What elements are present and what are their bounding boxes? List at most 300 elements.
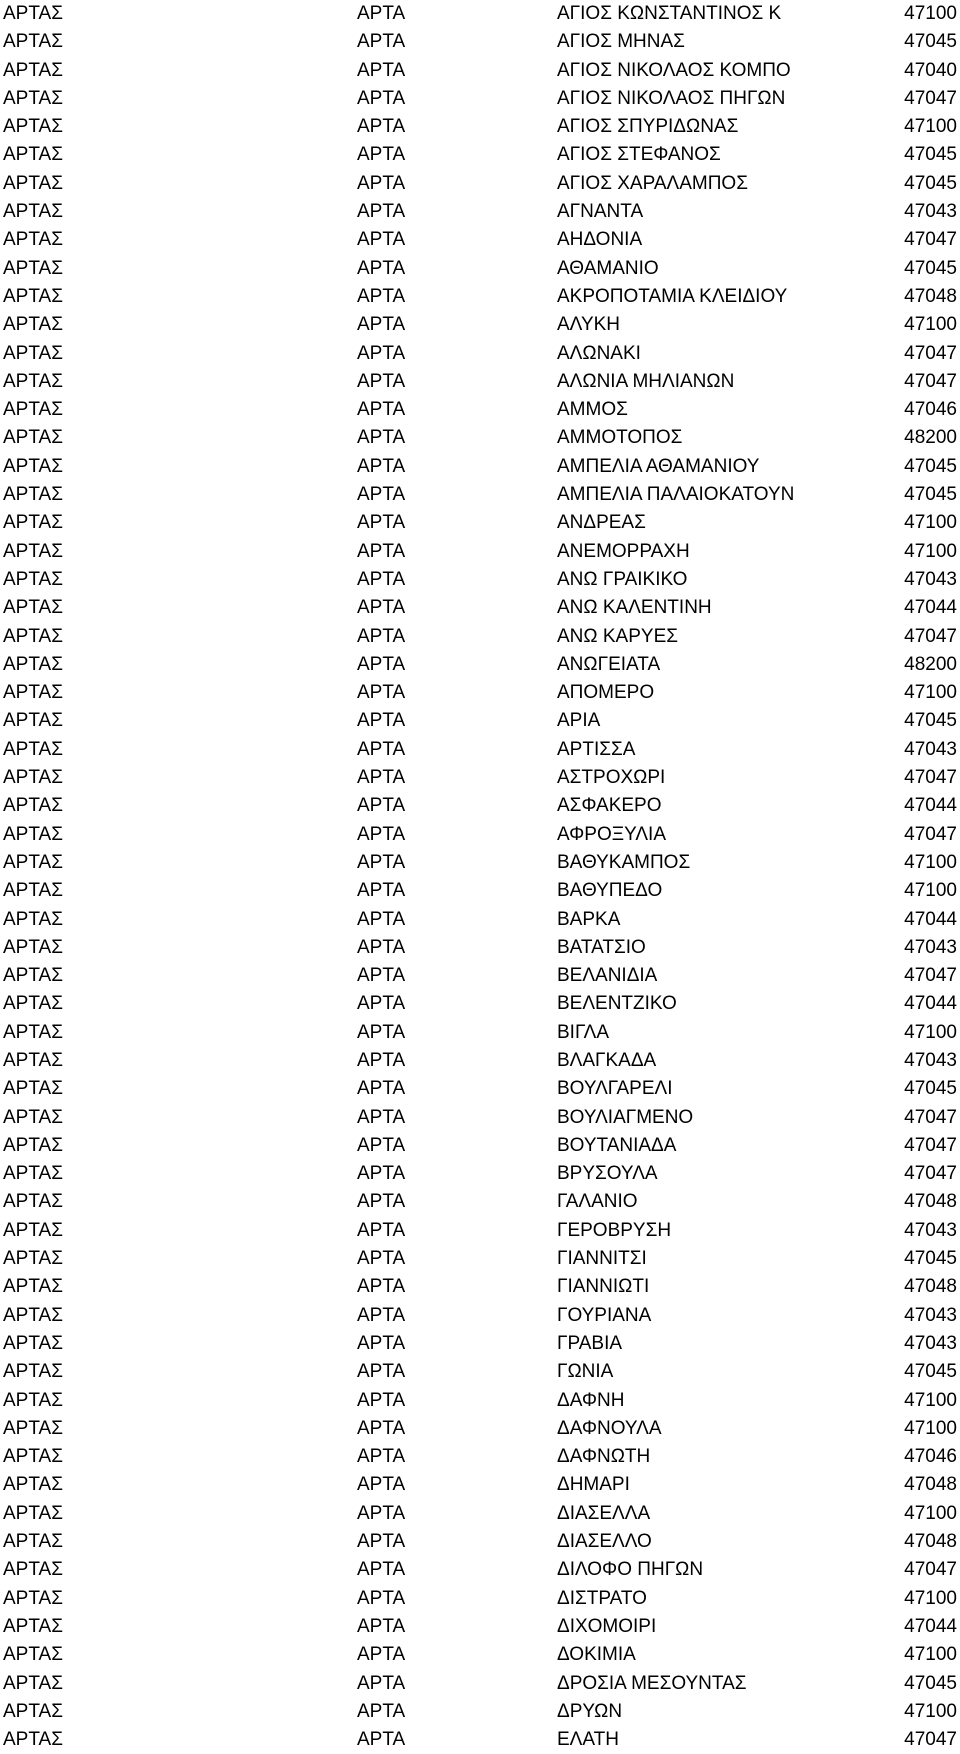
table-row bbox=[0, 113, 960, 141]
postal-code-cell: 47100 bbox=[904, 1587, 957, 1609]
postal-code-cell: 47048 bbox=[904, 285, 957, 307]
postal-code-cell: 47047 bbox=[904, 767, 957, 789]
city-cell: ΑΡΤΑ bbox=[357, 1446, 406, 1468]
prefecture-cell: ΑΡΤΑΣ bbox=[3, 993, 63, 1015]
prefecture-cell: ΑΡΤΑΣ bbox=[3, 484, 63, 506]
prefecture-cell: ΑΡΤΑΣ bbox=[3, 1078, 63, 1100]
city-cell: ΑΡΤΑ bbox=[357, 1276, 406, 1298]
locality-cell: ΔΙΣΤΡΑΤΟ bbox=[557, 1587, 647, 1609]
postal-code-cell: 47047 bbox=[904, 1163, 957, 1185]
city-cell: ΑΡΤΑ bbox=[357, 512, 406, 534]
prefecture-cell: ΑΡΤΑΣ bbox=[3, 1644, 63, 1666]
postal-code-cell: 47047 bbox=[904, 370, 957, 392]
city-cell: ΑΡΤΑ bbox=[357, 1559, 406, 1581]
locality-cell: ΓΕΡΟΒΡΥΣΗ bbox=[557, 1219, 672, 1241]
locality-cell: ΓΟΥΡΙΑΝΑ bbox=[557, 1304, 652, 1326]
prefecture-cell: ΑΡΤΑΣ bbox=[3, 597, 63, 619]
city-cell: ΑΡΤΑ bbox=[357, 625, 406, 647]
postal-code-cell: 47048 bbox=[904, 1276, 957, 1298]
locality-cell: ΔΙΑΣΕΛΛΑ bbox=[557, 1502, 651, 1524]
prefecture-cell: ΑΡΤΑΣ bbox=[3, 1361, 63, 1383]
locality-cell: ΔΑΦΝΟΥΛΑ bbox=[557, 1417, 662, 1439]
postal-code-cell: 47100 bbox=[904, 3, 957, 24]
postal-code-cell: 47040 bbox=[904, 59, 957, 81]
postal-code-cell: 47043 bbox=[904, 201, 957, 223]
locality-cell: ΑΝΕΜΟΡΡΑΧΗ bbox=[557, 540, 690, 562]
table-row bbox=[0, 990, 960, 1018]
prefecture-cell: ΑΡΤΑΣ bbox=[3, 285, 63, 307]
table-row bbox=[0, 877, 960, 905]
table-row bbox=[0, 1726, 960, 1754]
locality-cell: ΑΛΩΝΙΑ ΜΗΛΙΑΝΩΝ bbox=[557, 370, 735, 392]
prefecture-cell: ΑΡΤΑΣ bbox=[3, 59, 63, 81]
locality-cell: ΑΝΩ ΚΑΛΕΝΤΙΝΗ bbox=[557, 597, 712, 619]
table-row bbox=[0, 1160, 960, 1188]
table-row bbox=[0, 198, 960, 226]
postal-code-cell: 47048 bbox=[904, 1191, 957, 1213]
city-cell: ΑΡΤΑ bbox=[357, 370, 406, 392]
locality-cell: ΓΙΑΝΝΙΤΣΙ bbox=[557, 1248, 647, 1270]
table-row bbox=[0, 1132, 960, 1160]
table-row bbox=[0, 821, 960, 849]
city-cell: ΑΡΤΑ bbox=[357, 1700, 406, 1722]
table-row bbox=[0, 453, 960, 481]
prefecture-cell: ΑΡΤΑΣ bbox=[3, 399, 63, 421]
city-cell: ΑΡΤΑ bbox=[357, 427, 406, 449]
locality-cell: ΑΜΜΟΤΟΠΟΣ bbox=[557, 427, 683, 449]
prefecture-cell: ΑΡΤΑΣ bbox=[3, 936, 63, 958]
city-cell: ΑΡΤΑ bbox=[357, 936, 406, 958]
locality-cell: ΓΡΑΒΙΑ bbox=[557, 1332, 623, 1354]
locality-cell: ΑΣΤΡΟΧΩΡΙ bbox=[557, 767, 666, 789]
city-cell: ΑΡΤΑ bbox=[357, 597, 406, 619]
locality-cell: ΑΝΔΡΕΑΣ bbox=[557, 512, 646, 534]
table-row bbox=[0, 1019, 960, 1047]
city-cell: ΑΡΤΑ bbox=[357, 1248, 406, 1270]
table-row bbox=[0, 141, 960, 169]
prefecture-cell: ΑΡΤΑΣ bbox=[3, 795, 63, 817]
postal-code-cell: 47046 bbox=[904, 1446, 957, 1468]
postal-code-cell: 47045 bbox=[904, 1248, 957, 1270]
city-cell: ΑΡΤΑ bbox=[357, 1615, 406, 1637]
city-cell: ΑΡΤΑ bbox=[357, 1389, 406, 1411]
table-row bbox=[0, 934, 960, 962]
locality-cell: ΑΘΑΜΑΝΙΟ bbox=[557, 257, 659, 279]
table-row bbox=[0, 1387, 960, 1415]
postal-code-cell: 47047 bbox=[904, 625, 957, 647]
prefecture-cell: ΑΡΤΑΣ bbox=[3, 823, 63, 845]
table-row bbox=[0, 85, 960, 113]
table-row bbox=[0, 226, 960, 254]
table-row bbox=[0, 679, 960, 707]
city-cell: ΑΡΤΑ bbox=[357, 399, 406, 421]
locality-cell: ΑΜΠΕΛΙΑ ΠΑΛΑΙΟΚΑΤΟΥΝ bbox=[557, 484, 795, 506]
locality-cell: ΑΠΟΜΕΡΟ bbox=[557, 682, 655, 704]
table-row bbox=[0, 340, 960, 368]
city-cell: ΑΡΤΑ bbox=[357, 568, 406, 590]
locality-cell: ΑΗΔΟΝΙΑ bbox=[557, 229, 643, 251]
city-cell: ΑΡΤΑ bbox=[357, 144, 406, 166]
table-row bbox=[0, 1104, 960, 1132]
postal-code-cell: 47048 bbox=[904, 1474, 957, 1496]
prefecture-cell: ΑΡΤΑΣ bbox=[3, 144, 63, 166]
city-cell: ΑΡΤΑ bbox=[357, 285, 406, 307]
prefecture-cell: ΑΡΤΑΣ bbox=[3, 201, 63, 223]
postal-code-cell: 47045 bbox=[904, 31, 957, 53]
table-row bbox=[0, 509, 960, 537]
prefecture-cell: ΑΡΤΑΣ bbox=[3, 1332, 63, 1354]
table-row bbox=[0, 1330, 960, 1358]
postal-code-cell: 48200 bbox=[904, 653, 957, 675]
locality-cell: ΔΡΥΩΝ bbox=[557, 1700, 623, 1722]
locality-cell: ΔΡΟΣΙΑ ΜΕΣΟΥΝΤΑΣ bbox=[557, 1672, 747, 1694]
postal-code-cell: 47047 bbox=[904, 1729, 957, 1751]
city-cell: ΑΡΤΑ bbox=[357, 257, 406, 279]
locality-cell: ΑΓΙΟΣ ΣΤΕΦΑΝΟΣ bbox=[557, 144, 721, 166]
postal-code-cell: 47047 bbox=[904, 1559, 957, 1581]
city-cell: ΑΡΤΑ bbox=[357, 1644, 406, 1666]
table-row bbox=[0, 1075, 960, 1103]
table-row bbox=[0, 566, 960, 594]
table-row bbox=[0, 707, 960, 735]
city-cell: ΑΡΤΑ bbox=[357, 682, 406, 704]
prefecture-cell: ΑΡΤΑΣ bbox=[3, 653, 63, 675]
postal-code-cell: 47043 bbox=[904, 738, 957, 760]
postal-code-cell: 47045 bbox=[904, 172, 957, 194]
postal-code-cell: 47045 bbox=[904, 144, 957, 166]
prefecture-cell: ΑΡΤΑΣ bbox=[3, 1304, 63, 1326]
postal-code-cell: 47046 bbox=[904, 399, 957, 421]
table-row bbox=[0, 0, 960, 28]
city-cell: ΑΡΤΑ bbox=[357, 59, 406, 81]
locality-cell: ΕΛΑΤΗ bbox=[557, 1729, 619, 1751]
prefecture-cell: ΑΡΤΑΣ bbox=[3, 1219, 63, 1241]
prefecture-cell: ΑΡΤΑΣ bbox=[3, 1163, 63, 1185]
postal-code-cell: 47043 bbox=[904, 568, 957, 590]
locality-cell: ΔΟΚΙΜΙΑ bbox=[557, 1644, 636, 1666]
city-cell: ΑΡΤΑ bbox=[357, 1502, 406, 1524]
prefecture-cell: ΑΡΤΑΣ bbox=[3, 455, 63, 477]
locality-cell: ΒΑΘΥΚΑΜΠΟΣ bbox=[557, 851, 691, 873]
prefecture-cell: ΑΡΤΑΣ bbox=[3, 427, 63, 449]
table-row bbox=[0, 1500, 960, 1528]
prefecture-cell: ΑΡΤΑΣ bbox=[3, 314, 63, 336]
table-row bbox=[0, 311, 960, 339]
postal-code-cell: 47044 bbox=[904, 1615, 957, 1637]
locality-cell: ΒΡΥΣΟΥΛΑ bbox=[557, 1163, 658, 1185]
prefecture-cell: ΑΡΤΑΣ bbox=[3, 767, 63, 789]
locality-cell: ΓΙΑΝΝΙΩΤΙ bbox=[557, 1276, 650, 1298]
table-row bbox=[0, 623, 960, 651]
prefecture-cell: ΑΡΤΑΣ bbox=[3, 965, 63, 987]
prefecture-cell: ΑΡΤΑΣ bbox=[3, 1389, 63, 1411]
table-row bbox=[0, 396, 960, 424]
postal-code-cell: 47100 bbox=[904, 1417, 957, 1439]
table-row bbox=[0, 1273, 960, 1301]
locality-cell: ΔΙΛΟΦΟ ΠΗΓΩΝ bbox=[557, 1559, 704, 1581]
prefecture-cell: ΑΡΤΑΣ bbox=[3, 1276, 63, 1298]
prefecture-cell: ΑΡΤΑΣ bbox=[3, 1502, 63, 1524]
prefecture-cell: ΑΡΤΑΣ bbox=[3, 540, 63, 562]
postal-code-cell: 47047 bbox=[904, 342, 957, 364]
locality-cell: ΔΑΦΝΗ bbox=[557, 1389, 625, 1411]
locality-cell: ΑΓΙΟΣ ΧΑΡΑΛΑΜΠΟΣ bbox=[557, 172, 748, 194]
city-cell: ΑΡΤΑ bbox=[357, 1134, 406, 1156]
city-cell: ΑΡΤΑ bbox=[357, 767, 406, 789]
postal-code-cell: 47100 bbox=[904, 1502, 957, 1524]
city-cell: ΑΡΤΑ bbox=[357, 116, 406, 138]
table-row bbox=[0, 1443, 960, 1471]
locality-cell: ΑΓΙΟΣ ΝΙΚΟΛΑΟΣ ΚΟΜΠΟ bbox=[557, 59, 791, 81]
postal-code-cell: 47043 bbox=[904, 1332, 957, 1354]
locality-cell: ΒΛΑΓΚΑΔΑ bbox=[557, 1049, 657, 1071]
locality-cell: ΑΝΩΓΕΙΑΤΑ bbox=[557, 653, 661, 675]
prefecture-cell: ΑΡΤΑΣ bbox=[3, 1446, 63, 1468]
postal-code-cell: 47045 bbox=[904, 1078, 957, 1100]
table-row bbox=[0, 28, 960, 56]
locality-cell: ΒΕΛΕΝΤΖΙΚΟ bbox=[557, 993, 677, 1015]
city-cell: ΑΡΤΑ bbox=[357, 1332, 406, 1354]
prefecture-cell: ΑΡΤΑΣ bbox=[3, 1531, 63, 1553]
city-cell: ΑΡΤΑ bbox=[357, 201, 406, 223]
table-row bbox=[0, 1047, 960, 1075]
locality-cell: ΓΩΝΙΑ bbox=[557, 1361, 614, 1383]
prefecture-cell: ΑΡΤΑΣ bbox=[3, 1021, 63, 1043]
prefecture-cell: ΑΡΤΑΣ bbox=[3, 1587, 63, 1609]
table-row bbox=[0, 1245, 960, 1273]
postal-code-cell: 47047 bbox=[904, 229, 957, 251]
locality-cell: ΑΛΩΝΑΚΙ bbox=[557, 342, 641, 364]
prefecture-cell: ΑΡΤΑΣ bbox=[3, 738, 63, 760]
prefecture-cell: ΑΡΤΑΣ bbox=[3, 1049, 63, 1071]
city-cell: ΑΡΤΑ bbox=[357, 1361, 406, 1383]
postal-code-cell: 47100 bbox=[904, 880, 957, 902]
city-cell: ΑΡΤΑ bbox=[357, 87, 406, 109]
postal-code-cell: 47045 bbox=[904, 484, 957, 506]
locality-cell: ΑΛΥΚΗ bbox=[557, 314, 621, 336]
prefecture-cell: ΑΡΤΑΣ bbox=[3, 512, 63, 534]
postal-code-cell: 47047 bbox=[904, 823, 957, 845]
table-row bbox=[0, 1188, 960, 1216]
city-cell: ΑΡΤΑ bbox=[357, 540, 406, 562]
postal-code-cell: 47044 bbox=[904, 597, 957, 619]
postal-code-cell: 47045 bbox=[904, 257, 957, 279]
postal-code-cell: 48200 bbox=[904, 427, 957, 449]
city-cell: ΑΡΤΑ bbox=[357, 1729, 406, 1751]
table-row bbox=[0, 906, 960, 934]
city-cell: ΑΡΤΑ bbox=[357, 1191, 406, 1213]
city-cell: ΑΡΤΑ bbox=[357, 1417, 406, 1439]
table-row bbox=[0, 792, 960, 820]
locality-cell: ΑΣΦΑΚΕΡΟ bbox=[557, 795, 662, 817]
city-cell: ΑΡΤΑ bbox=[357, 229, 406, 251]
city-cell: ΑΡΤΑ bbox=[357, 993, 406, 1015]
postal-code-cell: 47100 bbox=[904, 314, 957, 336]
locality-cell: ΓΑΛΑΝΙΟ bbox=[557, 1191, 638, 1213]
city-cell: ΑΡΤΑ bbox=[357, 1106, 406, 1128]
locality-cell: ΑΓΙΟΣ ΣΠΥΡΙΔΩΝΑΣ bbox=[557, 116, 739, 138]
table-row bbox=[0, 424, 960, 452]
postal-code-cell: 47100 bbox=[904, 116, 957, 138]
locality-cell: ΒΟΥΛΙΑΓΜΕΝΟ bbox=[557, 1106, 694, 1128]
postal-code-cell: 47047 bbox=[904, 1106, 957, 1128]
prefecture-cell: ΑΡΤΑΣ bbox=[3, 880, 63, 902]
postal-code-cell: 47047 bbox=[904, 87, 957, 109]
city-cell: ΑΡΤΑ bbox=[357, 1304, 406, 1326]
table-row bbox=[0, 1613, 960, 1641]
table-row bbox=[0, 255, 960, 283]
prefecture-cell: ΑΡΤΑΣ bbox=[3, 682, 63, 704]
locality-cell: ΑΚΡΟΠΟΤΑΜΙΑ ΚΛΕΙΔΙΟΥ bbox=[557, 285, 788, 307]
table-row bbox=[0, 1302, 960, 1330]
table-row bbox=[0, 1217, 960, 1245]
postal-code-cell: 47045 bbox=[904, 455, 957, 477]
city-cell: ΑΡΤΑ bbox=[357, 1474, 406, 1496]
city-cell: ΑΡΤΑ bbox=[357, 342, 406, 364]
postal-code-cell: 47044 bbox=[904, 993, 957, 1015]
locality-cell: ΔΙΑΣΕΛΛΟ bbox=[557, 1531, 652, 1553]
prefecture-cell: ΑΡΤΑΣ bbox=[3, 568, 63, 590]
postal-code-cell: 47100 bbox=[904, 1021, 957, 1043]
table-row bbox=[0, 1528, 960, 1556]
postal-code-cell: 47100 bbox=[904, 851, 957, 873]
table-row bbox=[0, 368, 960, 396]
prefecture-cell: ΑΡΤΑΣ bbox=[3, 1615, 63, 1637]
prefecture-cell: ΑΡΤΑΣ bbox=[3, 625, 63, 647]
city-cell: ΑΡΤΑ bbox=[357, 3, 406, 24]
locality-cell: ΒΟΥΤΑΝΙΑΔΑ bbox=[557, 1134, 677, 1156]
prefecture-cell: ΑΡΤΑΣ bbox=[3, 1248, 63, 1270]
locality-cell: ΒΙΓΛΑ bbox=[557, 1021, 610, 1043]
postal-code-cell: 47043 bbox=[904, 1304, 957, 1326]
table-row bbox=[0, 170, 960, 198]
city-cell: ΑΡΤΑ bbox=[357, 1163, 406, 1185]
postal-code-cell: 47100 bbox=[904, 540, 957, 562]
locality-cell: ΑΡΤΙΣΣΑ bbox=[557, 738, 636, 760]
city-cell: ΑΡΤΑ bbox=[357, 1021, 406, 1043]
postal-code-cell: 47100 bbox=[904, 1389, 957, 1411]
city-cell: ΑΡΤΑ bbox=[357, 710, 406, 732]
table-row bbox=[0, 57, 960, 85]
locality-cell: ΔΗΜΑΡΙ bbox=[557, 1474, 630, 1496]
table-row bbox=[0, 1556, 960, 1584]
city-cell: ΑΡΤΑ bbox=[357, 484, 406, 506]
postal-code-cell: 47043 bbox=[904, 1219, 957, 1241]
prefecture-cell: ΑΡΤΑΣ bbox=[3, 1672, 63, 1694]
city-cell: ΑΡΤΑ bbox=[357, 851, 406, 873]
city-cell: ΑΡΤΑ bbox=[357, 908, 406, 930]
table-row bbox=[0, 1415, 960, 1443]
prefecture-cell: ΑΡΤΑΣ bbox=[3, 908, 63, 930]
prefecture-cell: ΑΡΤΑΣ bbox=[3, 342, 63, 364]
table-row bbox=[0, 538, 960, 566]
locality-cell: ΒΕΛΑΝΙΔΙΑ bbox=[557, 965, 658, 987]
postal-code-cell: 47047 bbox=[904, 1134, 957, 1156]
prefecture-cell: ΑΡΤΑΣ bbox=[3, 172, 63, 194]
locality-cell: ΔΙΧΟΜΟΙΡΙ bbox=[557, 1615, 657, 1637]
city-cell: ΑΡΤΑ bbox=[357, 738, 406, 760]
locality-cell: ΔΑΦΝΩΤΗ bbox=[557, 1446, 651, 1468]
locality-cell: ΑΦΡΟΞΥΛΙΑ bbox=[557, 823, 666, 845]
city-cell: ΑΡΤΑ bbox=[357, 823, 406, 845]
city-cell: ΑΡΤΑ bbox=[357, 1219, 406, 1241]
locality-cell: ΒΟΥΛΓΑΡΕΛΙ bbox=[557, 1078, 673, 1100]
prefecture-cell: ΑΡΤΑΣ bbox=[3, 1559, 63, 1581]
city-cell: ΑΡΤΑ bbox=[357, 795, 406, 817]
city-cell: ΑΡΤΑ bbox=[357, 314, 406, 336]
locality-cell: ΑΝΩ ΓΡΑΙΚΙΚΟ bbox=[557, 568, 688, 590]
prefecture-cell: ΑΡΤΑΣ bbox=[3, 1106, 63, 1128]
table-row bbox=[0, 764, 960, 792]
locality-cell: ΒΑΤΑΤΣΙΟ bbox=[557, 936, 646, 958]
table-row bbox=[0, 481, 960, 509]
prefecture-cell: ΑΡΤΑΣ bbox=[3, 31, 63, 53]
table-row bbox=[0, 962, 960, 990]
prefecture-cell: ΑΡΤΑΣ bbox=[3, 3, 63, 24]
postal-code-cell: 47045 bbox=[904, 1361, 957, 1383]
table-row bbox=[0, 1358, 960, 1386]
locality-cell: ΑΡΙΑ bbox=[557, 710, 601, 732]
locality-cell: ΒΑΡΚΑ bbox=[557, 908, 621, 930]
locality-cell: ΑΜΠΕΛΙΑ ΑΘΑΜΑΝΙΟΥ bbox=[557, 455, 760, 477]
prefecture-cell: ΑΡΤΑΣ bbox=[3, 851, 63, 873]
city-cell: ΑΡΤΑ bbox=[357, 965, 406, 987]
locality-cell: ΒΑΘΥΠΕΔΟ bbox=[557, 880, 663, 902]
locality-cell: ΑΓΝΑΝΤΑ bbox=[557, 201, 644, 223]
city-cell: ΑΡΤΑ bbox=[357, 1531, 406, 1553]
city-cell: ΑΡΤΑ bbox=[357, 653, 406, 675]
table-row bbox=[0, 1471, 960, 1499]
postal-code-cell: 47045 bbox=[904, 710, 957, 732]
city-cell: ΑΡΤΑ bbox=[357, 172, 406, 194]
table-row bbox=[0, 651, 960, 679]
postal-code-cell: 47048 bbox=[904, 1531, 957, 1553]
city-cell: ΑΡΤΑ bbox=[357, 1078, 406, 1100]
city-cell: ΑΡΤΑ bbox=[357, 1049, 406, 1071]
locality-cell: ΑΓΙΟΣ ΜΗΝΑΣ bbox=[557, 31, 685, 53]
prefecture-cell: ΑΡΤΑΣ bbox=[3, 1700, 63, 1722]
table-row bbox=[0, 1585, 960, 1613]
prefecture-cell: ΑΡΤΑΣ bbox=[3, 1134, 63, 1156]
postal-code-cell: 47100 bbox=[904, 1644, 957, 1666]
locality-cell: ΑΝΩ ΚΑΡΥΕΣ bbox=[557, 625, 678, 647]
prefecture-cell: ΑΡΤΑΣ bbox=[3, 257, 63, 279]
postal-code-cell: 47045 bbox=[904, 1672, 957, 1694]
table-row bbox=[0, 1698, 960, 1726]
prefecture-cell: ΑΡΤΑΣ bbox=[3, 1417, 63, 1439]
city-cell: ΑΡΤΑ bbox=[357, 31, 406, 53]
postal-code-cell: 47044 bbox=[904, 795, 957, 817]
prefecture-cell: ΑΡΤΑΣ bbox=[3, 116, 63, 138]
postal-code-cell: 47043 bbox=[904, 936, 957, 958]
table-row bbox=[0, 849, 960, 877]
prefecture-cell: ΑΡΤΑΣ bbox=[3, 1474, 63, 1496]
city-cell: ΑΡΤΑ bbox=[357, 1672, 406, 1694]
city-cell: ΑΡΤΑ bbox=[357, 1587, 406, 1609]
table-row bbox=[0, 736, 960, 764]
locality-cell: ΑΜΜΟΣ bbox=[557, 399, 628, 421]
postal-code-cell: 47043 bbox=[904, 1049, 957, 1071]
prefecture-cell: ΑΡΤΑΣ bbox=[3, 87, 63, 109]
table-row bbox=[0, 594, 960, 622]
prefecture-cell: ΑΡΤΑΣ bbox=[3, 229, 63, 251]
postal-code-cell: 47044 bbox=[904, 908, 957, 930]
postal-code-cell: 47047 bbox=[904, 965, 957, 987]
table-row bbox=[0, 283, 960, 311]
table-row bbox=[0, 1641, 960, 1669]
locality-cell: ΑΓΙΟΣ ΚΩΝΣΤΑΝΤΙΝΟΣ Κ bbox=[557, 3, 782, 24]
postal-code-cell: 47100 bbox=[904, 512, 957, 534]
